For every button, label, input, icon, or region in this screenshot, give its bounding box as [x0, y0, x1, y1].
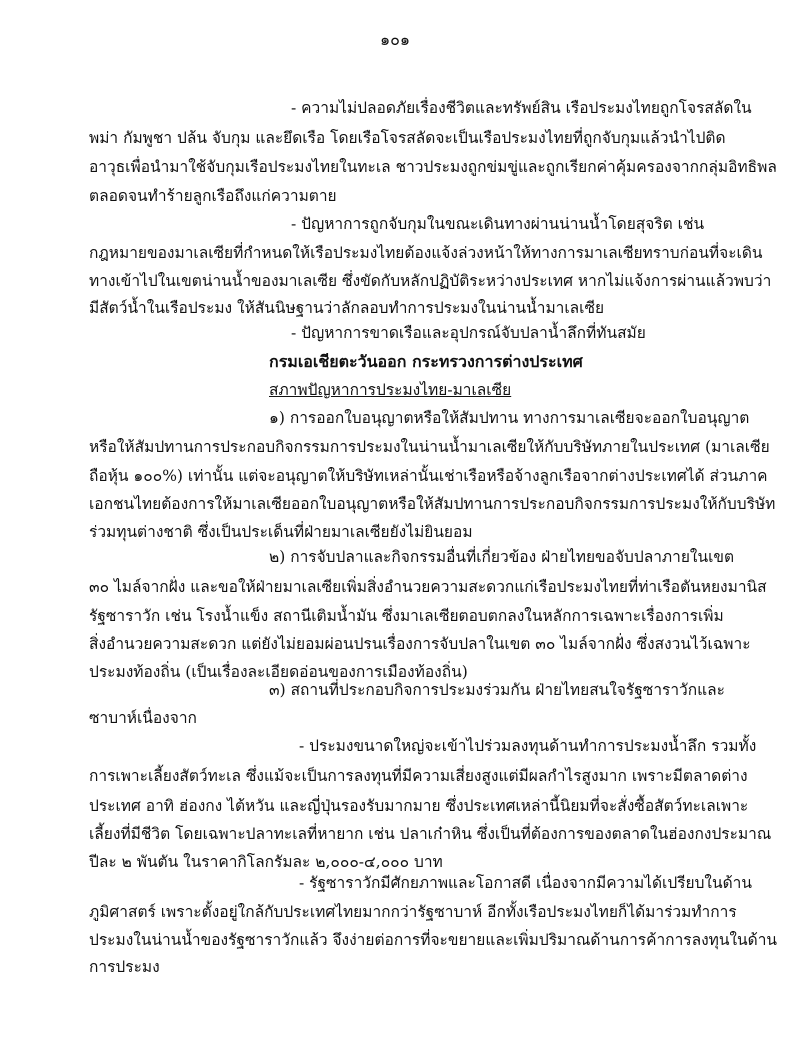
text-line: ๓๐ ไมล์จากฝั่ง และขอให้ฝ่ายมาเลเซียเพิ่มสิ่งอำนวยความสะดวกแก่เรือประมงไทยที่ท่าเรือตันหยงมานิส [89, 578, 767, 596]
text-line: - ความไม่ปลอดภัยเรื่องชีวิตและทรัพย์สิน เรือประมงไทยถูกโจรสลัดใน [291, 99, 752, 117]
subsection-heading: สภาพปัญหาการประมงไทย-มาเลเซีย [269, 381, 512, 399]
text-line: ปีละ ๒ พันตัน ในราคากิโลกรัมละ ๒,๐๐๐-๔,๐๐๐ บาท [89, 853, 443, 871]
text-line: สิ่งอำนวยความสะดวก แต่ยังไม่ยอมผ่อนปรนเรื่องการจับปลาในเขต ๓๐ ไมล์จากฝั่ง ซึ่งสงวนไว้เฉพาะ [89, 635, 751, 653]
text-line: - ประมงขนาดใหญ่จะเข้าไปร่วมลงทุนด้านทำการประมงน้ำลึก รวมทั้ง [299, 737, 757, 755]
text-line: ซาบาห์เนื่องจาก [89, 709, 197, 727]
text-line: ประมงท้องถิ่น (เป็นเรื่องละเอียดอ่อนของการเมืองท้องถิ่น) [89, 663, 468, 681]
text-line: - รัฐซาราวักมีศักยภาพและโอกาสดี เนื่องจากมีความได้เปรียบในด้าน [299, 874, 752, 892]
text-line: ๑) การออกใบอนุญาตหรือให้สัมปทาน ทางการมาเลเซียจะออกใบอนุญาต [269, 409, 750, 427]
text-line: มีสัตว์น้ำในเรือประมง ให้สันนิษฐานว่าลักลอบทำการประมงในน่านน้ำมาเลเซีย [89, 299, 605, 317]
text-line: อาวุธเพื่อนำมาใช้จับกุมเรือประมงไทยในทะเล ชาวประมงถูกข่มขู่และถูกเรียกค่าคุ้มครองจากกลุ่มอิทธิพล [89, 158, 777, 176]
text-line: ทางเข้าไปในเขตน่านน้ำของมาเลเซีย ซึ่งขัดกับหลักปฏิบัติระหว่างประเทศ หากไม่แจ้งการผ่านแล้วพบว่า [89, 272, 772, 290]
text-line: กฎหมายของมาเลเซียที่กำหนดให้เรือประมงไทยต้องแจ้งล่วงหน้าให้ทางการมาเลเซียทราบก่อนที่จะเดิน [89, 244, 763, 262]
text-line: ประเทศ อาทิ ฮ่องกง ไต้หวัน และญี่ปุ่นรองรับมากมาย ซึ่งประเทศเหล่านี้นิยมที่จะสั่งซื้อสัตว์ทะเลเพาะ [89, 797, 749, 815]
page-number: ๑๐๑ [380, 30, 411, 49]
text-line: ถือหุ้น ๑๐๐%) เท่านั้น แต่จะอนุญาตให้บริษัทเหล่านั้นเช่าเรือหรือจ้างลูกเรือจากต่างประเทศได้ ส่วนภาค [89, 467, 768, 485]
text-line: เลี้ยงที่มีชีวิต โดยเฉพาะปลาทะเลที่หายาก เช่น ปลาเก๋าหิน ซึ่งเป็นที่ต้องการของตลาดในฮ่องกงประมาณ [89, 825, 772, 843]
text-line: เอกชนไทยต้องการให้มาเลเซียออกใบอนุญาตหรือให้สัมปทานการประกอบกิจกรรมการประมงให้กับบริษัท [89, 495, 776, 513]
text-line: ประมงในน่านน้ำของรัฐซาราวักแล้ว จึงง่ายต่อการที่จะขยายและเพิ่มปริมาณด้านการค้าการลงทุนในด้าน [89, 931, 778, 949]
text-line: ๒) การจับปลาและกิจกรรมอื่นที่เกี่ยวข้อง ฝ่ายไทยขอจับปลาภายในเขต [269, 548, 735, 566]
text-line: ๓) สถานที่ประกอบกิจการประมงร่วมกัน ฝ่ายไทยสนใจรัฐซาราวักและ [269, 681, 725, 699]
text-line: ตลอดจนทำร้ายลูกเรือถึงแก่ความตาย [89, 187, 337, 205]
text-line: - ปัญหาการถูกจับกุมในขณะเดินทางผ่านน่านน้ำโดยสุจริต เช่น [291, 215, 705, 233]
text-line: พม่า กัมพูชา ปล้น จับกุม และยึดเรือ โดยเรือโจรสลัดจะเป็นเรือประมงไทยที่ถูกจับกุมแล้วนำไปติด [89, 129, 726, 147]
text-line: - ปัญหาการขาดเรือและอุปกรณ์จับปลาน้ำลึกที่ทันสมัย [291, 324, 646, 342]
section-heading: กรมเอเชียตะวันออก กระทรวงการต่างประเทศ [269, 352, 583, 371]
text-line: การเพาะเลี้ยงสัตว์ทะเล ซึ่งแม้จะเป็นการลงทุนที่มีความเสี่ยงสูงแต่มีผลกำไรสูงมาก เพราะมีตลาดต่าง [89, 767, 748, 785]
text-line: ร่วมทุนต่างชาติ ซึ่งเป็นประเด็นที่ฝ่ายมาเลเซียยังไม่ยินยอม [89, 523, 473, 541]
text-line: หรือให้สัมปทานการประกอบกิจกรรมการประมงในน่านน้ำมาเลเซียให้กับบริษัทภายในประเทศ (มาเลเซีย [89, 438, 770, 456]
text-line: การประมง [89, 958, 160, 976]
text-line: ภูมิศาสตร์ เพราะตั้งอยู่ใกล้กับประเทศไทยมากกว่ารัฐซาบาห์ อีกทั้งเรือประมงไทยก็ได้มาร่วมทำการ [89, 903, 737, 921]
text-line: รัฐซาราวัก เช่น โรงน้ำแข็ง สถานีเติมน้ำมัน ซึ่งมาเลเซียตอบตกลงในหลักการเฉพาะเรื่องการเพิ่ม [89, 607, 724, 625]
